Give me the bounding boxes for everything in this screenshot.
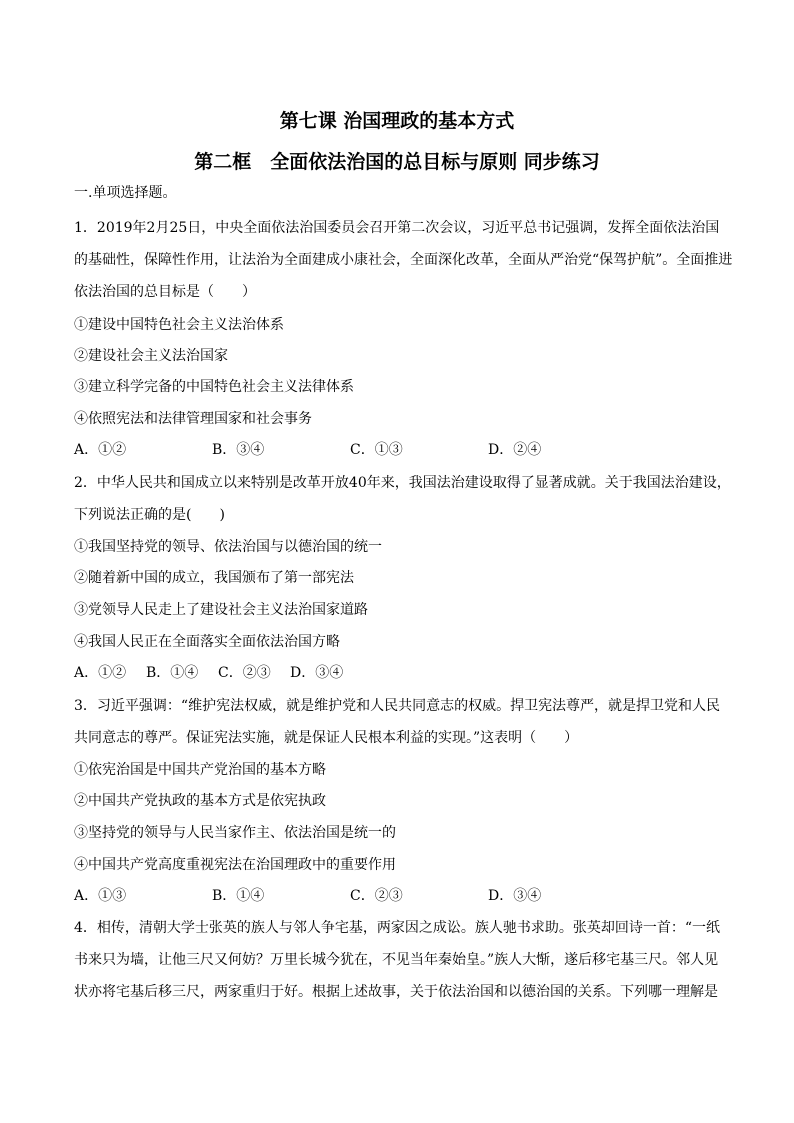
- section-heading: 一.单项选择题。: [74, 185, 177, 201]
- statement-item: ②中国共产党执政的基本方式是依宪执政: [74, 793, 326, 809]
- statement-item: ①依宪治国是中国共产党治国的基本方略: [74, 762, 326, 778]
- statement-item: ②建设社会主义法治国家: [74, 348, 228, 364]
- question-stem-line: 下列说法正确的是( ): [74, 507, 225, 523]
- statement-item: ①建设中国特色社会主义法治体系: [74, 317, 284, 333]
- statement-item: ④依照宪法和法律管理国家和社会事务: [74, 411, 312, 427]
- answer-option: C．①③: [350, 442, 403, 458]
- statement-item: ③党领导人民走上了建设社会主义法治国家道路: [74, 602, 368, 618]
- question-stem-line: 书来只为墙，让他三尺又何妨？万里长城今犹在，不见当年秦始皇。”族人大惭，遂后移宅基三尺。邻人见: [74, 952, 719, 968]
- answer-options: [74, 887, 724, 905]
- question-stem-line: 共同意志的尊严。保证宪法实施，就是保证人民根本利益的实现。”这表明（ ）: [74, 730, 579, 746]
- statement-item: ④我国人民正在全面落实全面依法治国方略: [74, 634, 340, 650]
- answer-option: D．③④: [488, 888, 542, 904]
- lesson-title: 第七课 治国理政的基本方式: [279, 110, 515, 132]
- answer-options: [74, 441, 724, 459]
- question-stem-line: 3．习近平强调：“维护宪法权威，就是维护党和人民共同意志的权威。捍卫宪法尊严，就是捍卫党和人民: [74, 698, 721, 714]
- statement-item: ③建立科学完备的中国特色社会主义法律体系: [74, 379, 354, 395]
- answer-option: A．①③: [74, 888, 127, 904]
- answer-option: D．③④: [290, 665, 344, 681]
- answer-option: C．②③: [218, 665, 271, 681]
- answer-option: A．①②: [74, 442, 127, 458]
- answer-option: B．①④: [146, 665, 199, 681]
- statement-item: ②随着新中国的成立，我国颁布了第一部宪法: [74, 570, 354, 586]
- question-stem-line: 4．相传，清朝大学士张英的族人与邻人争宅基，两家因之成讼。族人驰书求助。张英却回诗一首：“一纸: [74, 920, 721, 936]
- answer-options: [74, 664, 724, 682]
- statement-item: ①我国坚持党的领导、依法治国与以德治国的统一: [74, 539, 382, 555]
- question-stem-line: 1．2019年2月25日，中央全面依法治国委员会召开第二次会议，习近平总书记强调，发挥全面依法治国: [74, 220, 720, 236]
- answer-option: D．②④: [488, 442, 542, 458]
- answer-option: C．②③: [350, 888, 403, 904]
- question-stem-line: 依法治国的总目标是（ ）: [74, 284, 256, 300]
- question-stem-line: 的基础性，保障性作用，让法治为全面建成小康社会，全面深化改革，全面从严治党“保驾护航”。全面推进: [74, 252, 733, 268]
- answer-option: B．③④: [212, 442, 265, 458]
- answer-option: B．①④: [212, 888, 265, 904]
- question-stem-line: 状亦将宅基后移三尺，两家重归于好。根据上述故事，关于依法治国和以德治国的关系。下列哪一理解是: [74, 984, 718, 1000]
- question-stem-line: 2．中华人民共和国成立以来特别是改革开放40年来，我国法治建设取得了显著成就。关于我国法治建设，: [74, 475, 731, 491]
- statement-item: ③坚持党的领导与人民当家作主、依法治国是统一的: [74, 825, 396, 841]
- lesson-subtitle: 第二框 全面依法治国的总目标与原则 同步练习: [194, 151, 600, 173]
- statement-item: ④中国共产党高度重视宪法在治国理政中的重要作用: [74, 857, 396, 873]
- answer-option: A．①②: [74, 665, 127, 681]
